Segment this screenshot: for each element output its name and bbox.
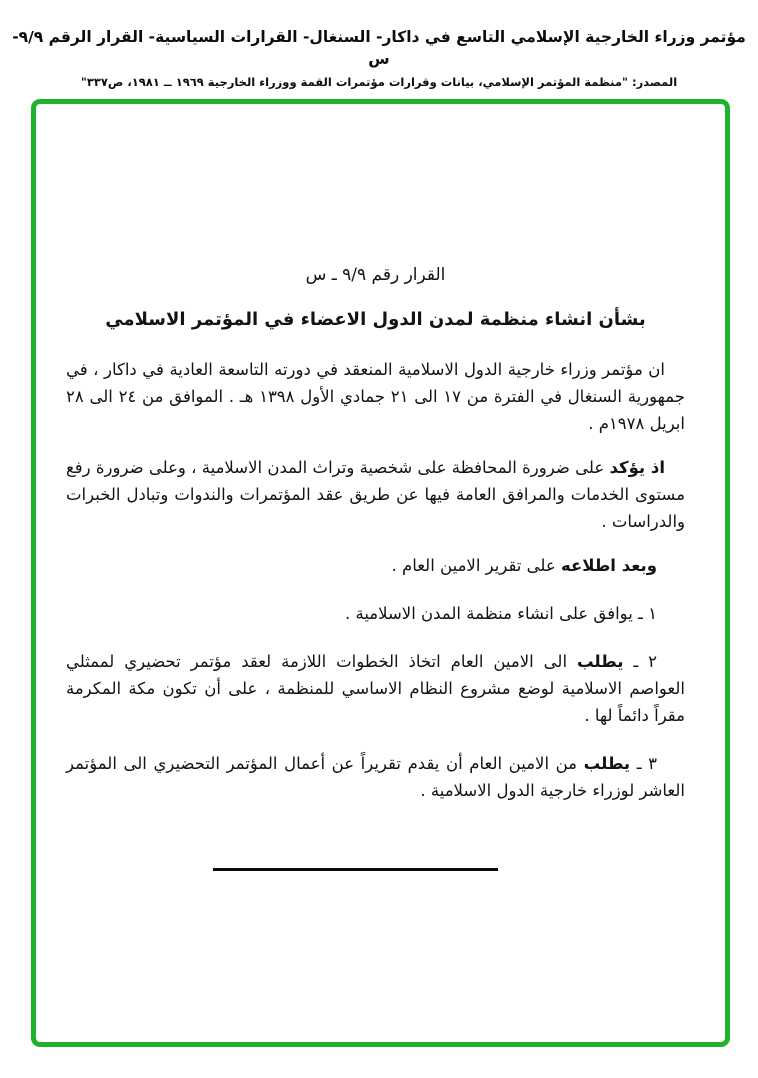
paragraph-preamble bbox=[66, 356, 685, 437]
paragraph-lead-bold: اذ يؤكد bbox=[609, 458, 665, 477]
paragraph-text: ان مؤتمر وزراء خارجية الدول الاسلامية المنعقد في دورته التاسعة العادية في داكار ، في جمهورية السنغال في الفترة من ١٧ الى ٢١ جمادي الأول ١٣٩٨ هـ . الموافق من ٢٤ الى ٢٨ ابريل ١٩٧٨م . bbox=[66, 360, 685, 433]
document-title: بشأن انشاء منظمة لمدن الدول الاعضاء في المؤتمر الاسلامي bbox=[105, 309, 646, 330]
item-text: من الامين العام أن يقدم تقريراً عن أعمال المؤتمر التحضيري الى المؤتمر العاشر لوزراء خارجية الدول الاسلامية . bbox=[66, 754, 685, 800]
header-title-line: مؤتمر وزراء الخارجية الإسلامي التاسع في داكار- السنغال- القرارات السياسية- القرار الرقم ٩/٩- س bbox=[12, 28, 746, 68]
paragraph-affirmation bbox=[66, 454, 685, 535]
item-text: الى الامين العام اتخاذ الخطوات اللازمة لعقد مؤتمر تحضيري لممثلي العواصم الاسلامية لوضع مشروع النظام الاساسي للمنظمة ، على أن تكون مكة المكرمة مقراً دائماً لها . bbox=[66, 652, 685, 725]
list-item-2 bbox=[66, 648, 685, 729]
list-item-1 bbox=[66, 600, 685, 627]
header-source-line: المصدر: "منظمة المؤتمر الإسلامي، بيانات وقرارات مؤتمرات القمة ووزراء الخارجية ١٩٦٩ ــ ١٩٨١، ص٣٣٧" bbox=[80, 75, 678, 89]
green-border-frame bbox=[31, 99, 730, 1047]
paragraph-text: على ضرورة المحافظة على شخصية وتراث المدن الاسلامية ، وعلى ضرورة رفع مستوى الخدمات والمرافق العامة فيها عن طريق عقد المؤتمرات والندوات وتبادل الخبرات والدراسات . bbox=[66, 458, 685, 531]
document-header bbox=[0, 0, 758, 91]
item-number: ٣ ـ bbox=[630, 754, 657, 773]
list-item-3 bbox=[66, 750, 685, 804]
item-text: يوافق على انشاء منظمة المدن الاسلامية . bbox=[344, 604, 633, 623]
paragraph-text: على تقرير الامين العام . bbox=[391, 556, 561, 575]
separator-rule bbox=[213, 868, 498, 871]
paragraph-lead-bold: وبعد اطلاعه bbox=[560, 556, 657, 575]
paragraph-review-note bbox=[66, 552, 685, 579]
item-lead-bold: يطلب bbox=[583, 754, 631, 773]
item-number: ٢ ـ bbox=[623, 652, 657, 671]
item-number: ١ ـ bbox=[632, 604, 657, 623]
item-lead-bold: يطلب bbox=[576, 652, 624, 671]
document-body bbox=[36, 262, 725, 871]
decree-number: القرار رقم ٩/٩ ـ س bbox=[305, 265, 446, 285]
